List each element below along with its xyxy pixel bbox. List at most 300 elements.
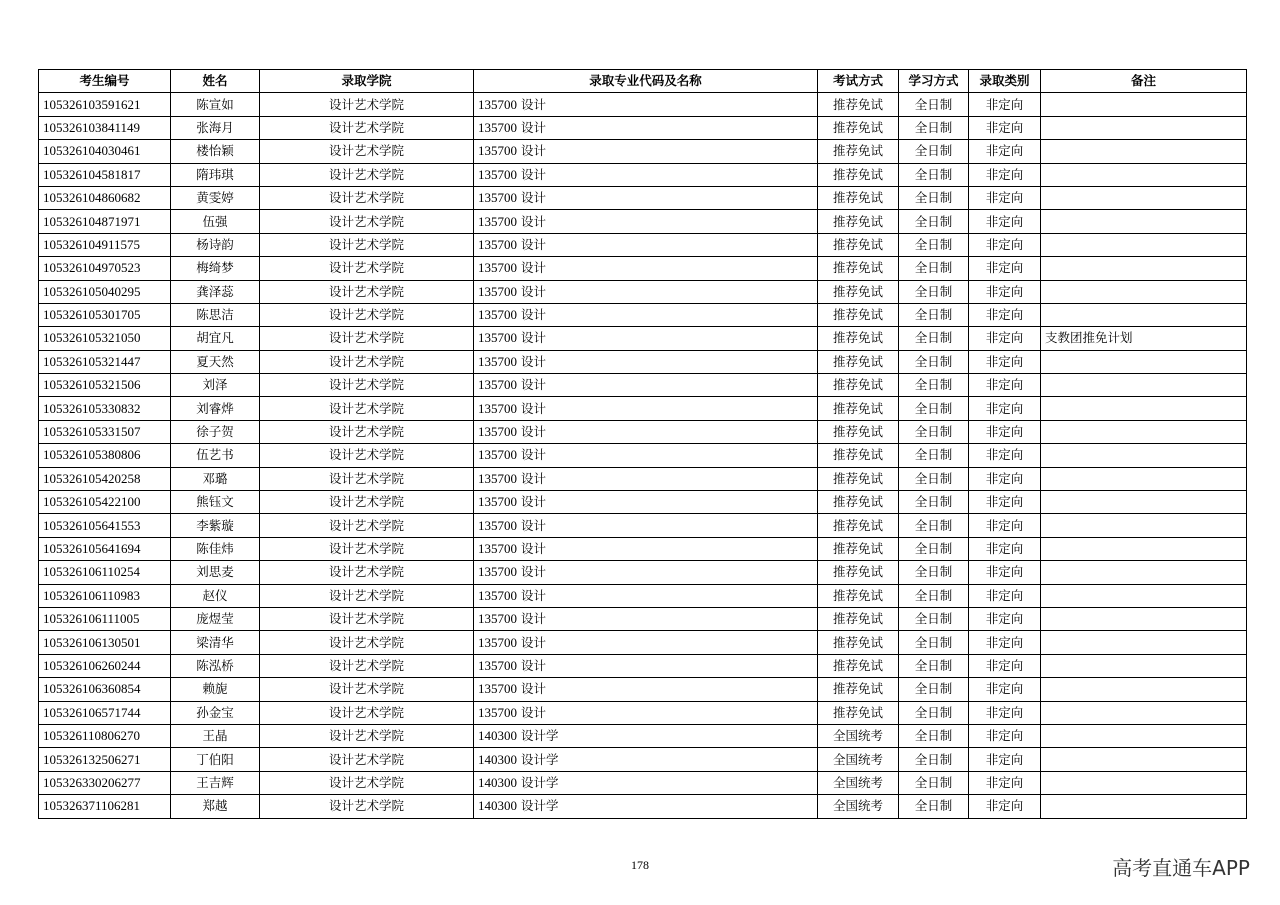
table-row <box>39 724 1247 747</box>
major-name: 设计 <box>520 236 546 252</box>
cell-student-id: 105326105330832 <box>39 397 171 420</box>
cell-student-id: 105326104871971 <box>39 210 171 233</box>
cell-study-mode: 全日制 <box>899 397 969 420</box>
major-code: 135700 <box>478 541 517 556</box>
cell-name: 龚泽蕊 <box>171 280 260 303</box>
major-name: 设计 <box>520 353 546 369</box>
major-name: 设计 <box>520 377 546 393</box>
cell-study-mode: 全日制 <box>899 467 969 490</box>
cell-name: 刘睿烨 <box>171 397 260 420</box>
cell-study-mode: 全日制 <box>899 584 969 607</box>
cell-admission-category: 非定向 <box>969 795 1041 818</box>
cell-college: 设计艺术学院 <box>260 280 474 303</box>
cell-note <box>1041 561 1247 584</box>
major-code: 135700 <box>478 704 517 720</box>
cell-major <box>474 374 818 397</box>
table-row <box>39 748 1247 771</box>
table-row <box>39 303 1247 326</box>
cell-college: 设计艺术学院 <box>260 210 474 233</box>
cell-major <box>474 327 818 350</box>
cell-name: 李紫璇 <box>171 514 260 537</box>
cell-name: 刘思麦 <box>171 561 260 584</box>
table-row <box>39 444 1247 467</box>
major-name: 设计学 <box>520 774 559 790</box>
cell-note <box>1041 514 1247 537</box>
cell-major <box>474 748 818 771</box>
table-row <box>39 795 1247 818</box>
cell-exam-method: 推荐免试 <box>818 701 899 724</box>
cell-admission-category: 非定向 <box>969 444 1041 467</box>
cell-admission-category: 非定向 <box>969 420 1041 443</box>
major-code: 135700 <box>478 400 517 416</box>
major-name: 设计 <box>520 143 546 159</box>
cell-student-id: 105326105301705 <box>39 303 171 326</box>
cell-name: 丁伯阳 <box>171 748 260 771</box>
major-code: 135700 <box>478 143 517 159</box>
cell-name: 陈思洁 <box>171 303 260 326</box>
cell-note <box>1041 116 1247 139</box>
cell-student-id: 105326103841149 <box>39 116 171 139</box>
cell-admission-category: 非定向 <box>969 631 1041 654</box>
table-row <box>39 257 1247 280</box>
header-name: 姓名 <box>171 70 260 93</box>
cell-name: 孙金宝 <box>171 701 260 724</box>
cell-note <box>1041 537 1247 560</box>
cell-admission-category: 非定向 <box>969 607 1041 630</box>
cell-college: 设计艺术学院 <box>260 584 474 607</box>
major-name: 设计 <box>520 611 546 627</box>
cell-note <box>1041 701 1247 724</box>
cell-name: 赵仪 <box>171 584 260 607</box>
cell-exam-method: 全国统考 <box>818 724 899 747</box>
cell-study-mode: 全日制 <box>899 631 969 654</box>
table-row <box>39 140 1247 163</box>
table-row <box>39 584 1247 607</box>
cell-name: 陈佳炜 <box>171 537 260 560</box>
cell-admission-category: 非定向 <box>969 467 1041 490</box>
table-row <box>39 163 1247 186</box>
cell-study-mode: 全日制 <box>899 280 969 303</box>
cell-major <box>474 654 818 677</box>
header-exam-method: 考试方式 <box>818 70 899 93</box>
major-code: 135700 <box>478 119 517 135</box>
major-name: 设计 <box>520 330 546 346</box>
table-row <box>39 491 1247 514</box>
cell-admission-category: 非定向 <box>969 233 1041 256</box>
cell-name: 王晶 <box>171 724 260 747</box>
cell-exam-method: 推荐免试 <box>818 280 899 303</box>
cell-college: 设计艺术学院 <box>260 654 474 677</box>
major-name: 设计 <box>520 96 546 112</box>
cell-name: 隋玮琪 <box>171 163 260 186</box>
cell-major <box>474 584 818 607</box>
cell-major <box>474 233 818 256</box>
table-row <box>39 537 1247 560</box>
cell-note <box>1041 467 1247 490</box>
cell-exam-method: 全国统考 <box>818 795 899 818</box>
table-row <box>39 514 1247 537</box>
major-code: 135700 <box>478 330 517 346</box>
major-name: 设计 <box>520 424 546 440</box>
cell-study-mode: 全日制 <box>899 491 969 514</box>
cell-admission-category: 非定向 <box>969 280 1041 303</box>
cell-student-id: 105326106260244 <box>39 654 171 677</box>
cell-note <box>1041 374 1247 397</box>
cell-admission-category: 非定向 <box>969 701 1041 724</box>
table-row <box>39 116 1247 139</box>
header-admission-category: 录取类别 <box>969 70 1041 93</box>
cell-student-id: 105326132506271 <box>39 748 171 771</box>
cell-study-mode: 全日制 <box>899 748 969 771</box>
cell-admission-category: 非定向 <box>969 257 1041 280</box>
cell-name: 夏天然 <box>171 350 260 373</box>
cell-note <box>1041 748 1247 771</box>
cell-major <box>474 631 818 654</box>
cell-major <box>474 795 818 818</box>
cell-admission-category: 非定向 <box>969 93 1041 116</box>
major-name: 设计 <box>520 283 546 299</box>
header-note: 备注 <box>1041 70 1247 93</box>
major-code: 135700 <box>478 587 517 603</box>
cell-note: 支教团推免计划 <box>1041 327 1247 350</box>
table-body <box>39 93 1247 818</box>
cell-exam-method: 全国统考 <box>818 748 899 771</box>
cell-major <box>474 537 818 560</box>
cell-note <box>1041 678 1247 701</box>
cell-name: 赖旎 <box>171 678 260 701</box>
major-code: 140300 <box>478 798 517 814</box>
cell-study-mode: 全日制 <box>899 93 969 116</box>
cell-note <box>1041 210 1247 233</box>
major-name: 设计学 <box>520 798 559 814</box>
cell-admission-category: 非定向 <box>969 186 1041 209</box>
major-code: 140300 <box>478 751 517 767</box>
cell-admission-category: 非定向 <box>969 748 1041 771</box>
cell-college: 设计艺术学院 <box>260 420 474 443</box>
cell-student-id: 105326103591621 <box>39 93 171 116</box>
cell-student-id: 105326104970523 <box>39 257 171 280</box>
cell-study-mode: 全日制 <box>899 257 969 280</box>
cell-admission-category: 非定向 <box>969 374 1041 397</box>
cell-student-id: 105326104911575 <box>39 233 171 256</box>
cell-admission-category: 非定向 <box>969 491 1041 514</box>
cell-college: 设计艺术学院 <box>260 467 474 490</box>
major-code: 135700 <box>478 611 517 627</box>
cell-college: 设计艺术学院 <box>260 771 474 794</box>
cell-college: 设计艺术学院 <box>260 350 474 373</box>
cell-note <box>1041 771 1247 794</box>
cell-major <box>474 140 818 163</box>
cell-student-id: 105326105040295 <box>39 280 171 303</box>
cell-name: 陈宣如 <box>171 93 260 116</box>
cell-study-mode: 全日制 <box>899 701 969 724</box>
cell-name: 梁清华 <box>171 631 260 654</box>
cell-admission-category: 非定向 <box>969 678 1041 701</box>
cell-major <box>474 163 818 186</box>
cell-admission-category: 非定向 <box>969 537 1041 560</box>
cell-name: 楼怡颖 <box>171 140 260 163</box>
cell-exam-method: 推荐免试 <box>818 350 899 373</box>
cell-major <box>474 771 818 794</box>
major-name: 设计 <box>520 213 546 229</box>
major-name: 设计 <box>520 400 546 416</box>
cell-college: 设计艺术学院 <box>260 116 474 139</box>
cell-student-id: 105326105321506 <box>39 374 171 397</box>
cell-note <box>1041 607 1247 630</box>
cell-major <box>474 467 818 490</box>
cell-admission-category: 非定向 <box>969 514 1041 537</box>
cell-exam-method: 推荐免试 <box>818 631 899 654</box>
cell-student-id: 105326105641553 <box>39 514 171 537</box>
cell-major <box>474 724 818 747</box>
cell-student-id: 105326105641694 <box>39 537 171 560</box>
cell-note <box>1041 795 1247 818</box>
table-row <box>39 374 1247 397</box>
cell-name: 邓璐 <box>171 467 260 490</box>
cell-admission-category: 非定向 <box>969 350 1041 373</box>
cell-major <box>474 561 818 584</box>
major-code: 135700 <box>478 96 517 112</box>
major-code: 135700 <box>478 424 517 440</box>
cell-college: 设计艺术学院 <box>260 607 474 630</box>
cell-college: 设计艺术学院 <box>260 233 474 256</box>
major-name: 设计 <box>520 307 546 323</box>
major-code: 135700 <box>478 377 517 393</box>
major-name: 设计 <box>520 494 546 510</box>
cell-student-id: 105326110806270 <box>39 724 171 747</box>
cell-student-id: 105326371106281 <box>39 795 171 818</box>
cell-note <box>1041 93 1247 116</box>
major-name: 设计 <box>520 470 546 486</box>
cell-name: 陈泓桥 <box>171 654 260 677</box>
cell-study-mode: 全日制 <box>899 233 969 256</box>
cell-name: 伍强 <box>171 210 260 233</box>
cell-note <box>1041 257 1247 280</box>
cell-note <box>1041 163 1247 186</box>
cell-college: 设计艺术学院 <box>260 186 474 209</box>
page-number: 178 <box>631 858 649 872</box>
cell-college: 设计艺术学院 <box>260 93 474 116</box>
cell-student-id: 105326104860682 <box>39 186 171 209</box>
cell-study-mode: 全日制 <box>899 795 969 818</box>
major-code: 140300 <box>478 774 517 790</box>
table-row <box>39 420 1247 443</box>
major-name: 设计 <box>520 587 546 603</box>
cell-college: 设计艺术学院 <box>260 561 474 584</box>
major-name: 设计学 <box>520 751 559 767</box>
major-code: 135700 <box>478 353 517 369</box>
table-row <box>39 654 1247 677</box>
cell-study-mode: 全日制 <box>899 210 969 233</box>
cell-name: 熊钰文 <box>171 491 260 514</box>
cell-exam-method: 推荐免试 <box>818 467 899 490</box>
cell-study-mode: 全日制 <box>899 350 969 373</box>
cell-exam-method: 推荐免试 <box>818 537 899 560</box>
table-row <box>39 327 1247 350</box>
cell-study-mode: 全日制 <box>899 163 969 186</box>
cell-admission-category: 非定向 <box>969 327 1041 350</box>
cell-study-mode: 全日制 <box>899 607 969 630</box>
cell-student-id: 105326105420258 <box>39 467 171 490</box>
major-code: 135700 <box>478 213 517 229</box>
table-row <box>39 678 1247 701</box>
table-row <box>39 186 1247 209</box>
cell-major <box>474 420 818 443</box>
cell-student-id: 105326106571744 <box>39 701 171 724</box>
cell-major <box>474 257 818 280</box>
cell-exam-method: 推荐免试 <box>818 233 899 256</box>
cell-major <box>474 607 818 630</box>
cell-exam-method: 推荐免试 <box>818 607 899 630</box>
cell-admission-category: 非定向 <box>969 397 1041 420</box>
cell-study-mode: 全日制 <box>899 327 969 350</box>
major-code: 135700 <box>478 657 517 673</box>
cell-college: 设计艺术学院 <box>260 748 474 771</box>
cell-name: 张海月 <box>171 116 260 139</box>
cell-admission-category: 非定向 <box>969 210 1041 233</box>
cell-note <box>1041 397 1247 420</box>
cell-study-mode: 全日制 <box>899 537 969 560</box>
major-name: 设计 <box>520 447 546 463</box>
cell-exam-method: 推荐免试 <box>818 210 899 233</box>
cell-student-id: 105326105321050 <box>39 327 171 350</box>
cell-study-mode: 全日制 <box>899 678 969 701</box>
cell-student-id: 105326106360854 <box>39 678 171 701</box>
major-code: 135700 <box>478 307 517 323</box>
cell-major <box>474 678 818 701</box>
cell-exam-method: 推荐免试 <box>818 491 899 514</box>
cell-major <box>474 514 818 537</box>
cell-major <box>474 444 818 467</box>
cell-note <box>1041 654 1247 677</box>
table-row <box>39 350 1247 373</box>
cell-exam-method: 推荐免试 <box>818 163 899 186</box>
cell-exam-method: 推荐免试 <box>818 561 899 584</box>
cell-admission-category: 非定向 <box>969 303 1041 326</box>
table-row <box>39 631 1247 654</box>
cell-major <box>474 116 818 139</box>
cell-name: 郑越 <box>171 795 260 818</box>
major-code: 135700 <box>478 564 517 580</box>
cell-college: 设计艺术学院 <box>260 701 474 724</box>
cell-name: 王吉辉 <box>171 771 260 794</box>
cell-major <box>474 397 818 420</box>
major-code: 135700 <box>478 236 517 252</box>
table-row <box>39 467 1247 490</box>
cell-college: 设计艺术学院 <box>260 303 474 326</box>
cell-exam-method: 推荐免试 <box>818 678 899 701</box>
cell-note <box>1041 140 1247 163</box>
cell-admission-category: 非定向 <box>969 654 1041 677</box>
cell-exam-method: 推荐免试 <box>818 303 899 326</box>
cell-major <box>474 350 818 373</box>
cell-major <box>474 491 818 514</box>
major-name: 设计 <box>520 260 546 276</box>
cell-name: 胡宜凡 <box>171 327 260 350</box>
cell-admission-category: 非定向 <box>969 163 1041 186</box>
cell-note <box>1041 233 1247 256</box>
major-name: 设计 <box>520 634 546 650</box>
admission-table <box>38 69 1247 819</box>
table-row <box>39 701 1247 724</box>
cell-college: 设计艺术学院 <box>260 631 474 654</box>
cell-college: 设计艺术学院 <box>260 374 474 397</box>
cell-exam-method: 推荐免试 <box>818 654 899 677</box>
major-name: 设计 <box>520 704 546 720</box>
cell-name: 伍艺书 <box>171 444 260 467</box>
header-study-mode: 学习方式 <box>899 70 969 93</box>
cell-study-mode: 全日制 <box>899 771 969 794</box>
cell-note <box>1041 280 1247 303</box>
cell-exam-method: 全国统考 <box>818 771 899 794</box>
major-name: 设计 <box>520 517 546 533</box>
cell-exam-method: 推荐免试 <box>818 514 899 537</box>
cell-college: 设计艺术学院 <box>260 514 474 537</box>
cell-exam-method: 推荐免试 <box>818 93 899 116</box>
cell-name: 庞煜莹 <box>171 607 260 630</box>
major-code: 135700 <box>478 470 517 486</box>
major-code: 135700 <box>478 260 517 276</box>
cell-college: 设计艺术学院 <box>260 163 474 186</box>
cell-student-id: 105326105331507 <box>39 420 171 443</box>
cell-admission-category: 非定向 <box>969 584 1041 607</box>
major-name: 设计 <box>520 657 546 673</box>
cell-study-mode: 全日制 <box>899 724 969 747</box>
cell-college: 设计艺术学院 <box>260 795 474 818</box>
cell-exam-method: 推荐免试 <box>818 257 899 280</box>
major-name: 设计 <box>520 564 546 580</box>
cell-major <box>474 303 818 326</box>
table-row <box>39 233 1247 256</box>
cell-study-mode: 全日制 <box>899 654 969 677</box>
cell-name: 梅绮梦 <box>171 257 260 280</box>
cell-study-mode: 全日制 <box>899 444 969 467</box>
major-name: 设计 <box>520 190 546 206</box>
cell-admission-category: 非定向 <box>969 771 1041 794</box>
major-name: 设计 <box>520 166 546 182</box>
cell-exam-method: 推荐免试 <box>818 374 899 397</box>
major-code: 135700 <box>478 517 517 533</box>
major-code: 135700 <box>478 190 517 206</box>
cell-note <box>1041 491 1247 514</box>
cell-exam-method: 推荐免试 <box>818 397 899 420</box>
cell-study-mode: 全日制 <box>899 140 969 163</box>
cell-student-id: 105326106111005 <box>39 607 171 630</box>
cell-student-id: 105326106110983 <box>39 584 171 607</box>
major-name: 设计 <box>520 119 546 135</box>
cell-college: 设计艺术学院 <box>260 140 474 163</box>
cell-note <box>1041 350 1247 373</box>
cell-name: 徐子贺 <box>171 420 260 443</box>
cell-major <box>474 210 818 233</box>
major-name: 设计学 <box>520 728 559 744</box>
table-row <box>39 93 1247 116</box>
header-college: 录取学院 <box>260 70 474 93</box>
cell-student-id: 105326105321447 <box>39 350 171 373</box>
cell-note <box>1041 631 1247 654</box>
cell-student-id: 105326106130501 <box>39 631 171 654</box>
cell-admission-category: 非定向 <box>969 116 1041 139</box>
watermark: 高考直通车APP <box>1112 856 1250 880</box>
table-row <box>39 280 1247 303</box>
table-row <box>39 210 1247 233</box>
header-major: 录取专业代码及名称 <box>474 70 818 93</box>
cell-note <box>1041 303 1247 326</box>
major-code: 135700 <box>478 166 517 182</box>
cell-student-id: 105326104030461 <box>39 140 171 163</box>
table-row <box>39 771 1247 794</box>
cell-exam-method: 推荐免试 <box>818 584 899 607</box>
